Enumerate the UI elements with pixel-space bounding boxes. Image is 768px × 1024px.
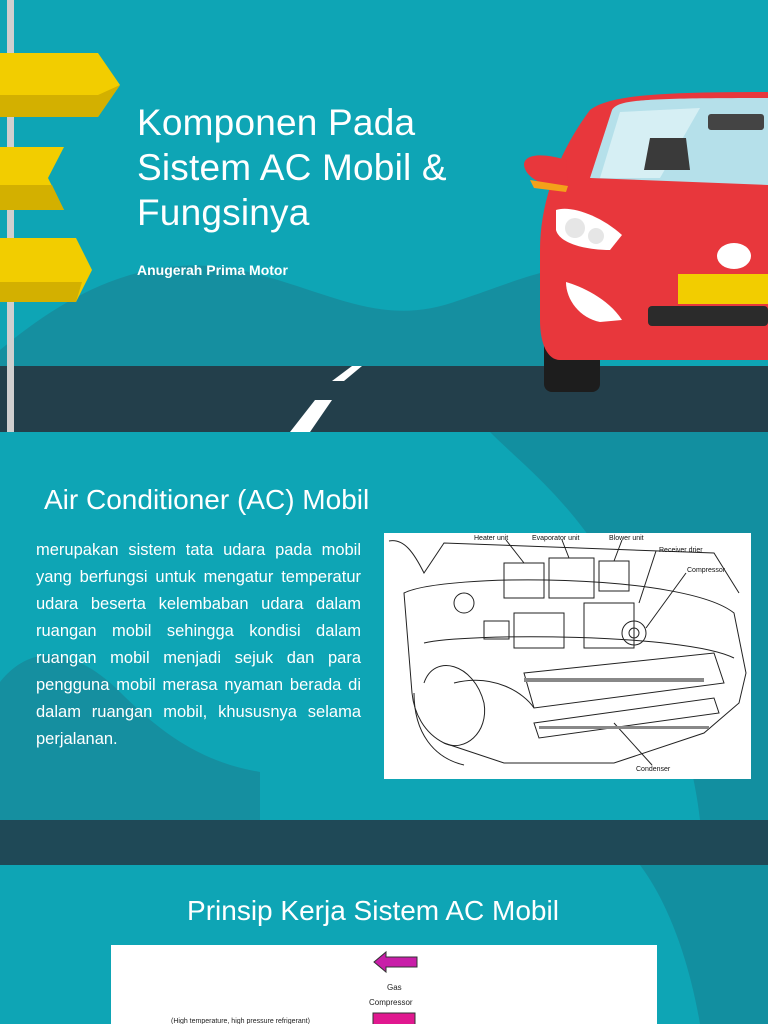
compressor-block <box>373 1013 415 1024</box>
diagram-note: (High temperature, high pressure refrigerant) <box>171 1018 310 1024</box>
arrow-sign-3 <box>0 238 92 302</box>
flow-arrow-left <box>374 952 417 972</box>
page-title: Komponen Pada Sistem AC Mobil & Fungsinya <box>137 102 447 233</box>
label-receiver-drier: Receiver drier <box>659 547 703 554</box>
diagram-shapes <box>111 945 657 1024</box>
label-heater-unit: Heater unit <box>474 535 509 542</box>
section-heading-ac: Air Conditioner (AC) Mobil <box>44 484 370 515</box>
section-heading-principle: Prinsip Kerja Sistem AC Mobil <box>187 895 559 926</box>
section-divider-band <box>0 820 768 865</box>
ac-definition-slide <box>0 432 768 820</box>
ac-description: merupakan sistem tata udara pada mobil yang berfungsi untuk mengatur temperatur udara beserta kelembaban udara dalam ruangan mobil sehingga kondisi dalam ruangan mobil menjadi sejuk dan para pengguna mobil merasa nyaman berada di dalam ruangan mobil, khususnya selama perjalanan. <box>36 541 361 748</box>
title-slide <box>0 0 768 432</box>
label-blower-unit: Blower unit <box>609 535 644 542</box>
label-condenser: Condenser <box>636 766 671 773</box>
arrow-sign-1 <box>0 53 120 117</box>
author-subtitle: Anugerah Prima Motor <box>137 262 288 278</box>
engine-bay-diagram <box>384 533 751 779</box>
diagram-label-gas: Gas <box>387 983 402 992</box>
label-compressor: Compressor <box>687 567 726 574</box>
refrigeration-cycle-diagram <box>111 945 657 1024</box>
label-evaporator-unit: Evaporator unit <box>532 535 580 542</box>
diagram-label-compressor: Compressor <box>369 998 413 1007</box>
road <box>0 366 768 432</box>
license-plate <box>678 274 768 304</box>
working-principle-slide <box>0 865 768 1024</box>
